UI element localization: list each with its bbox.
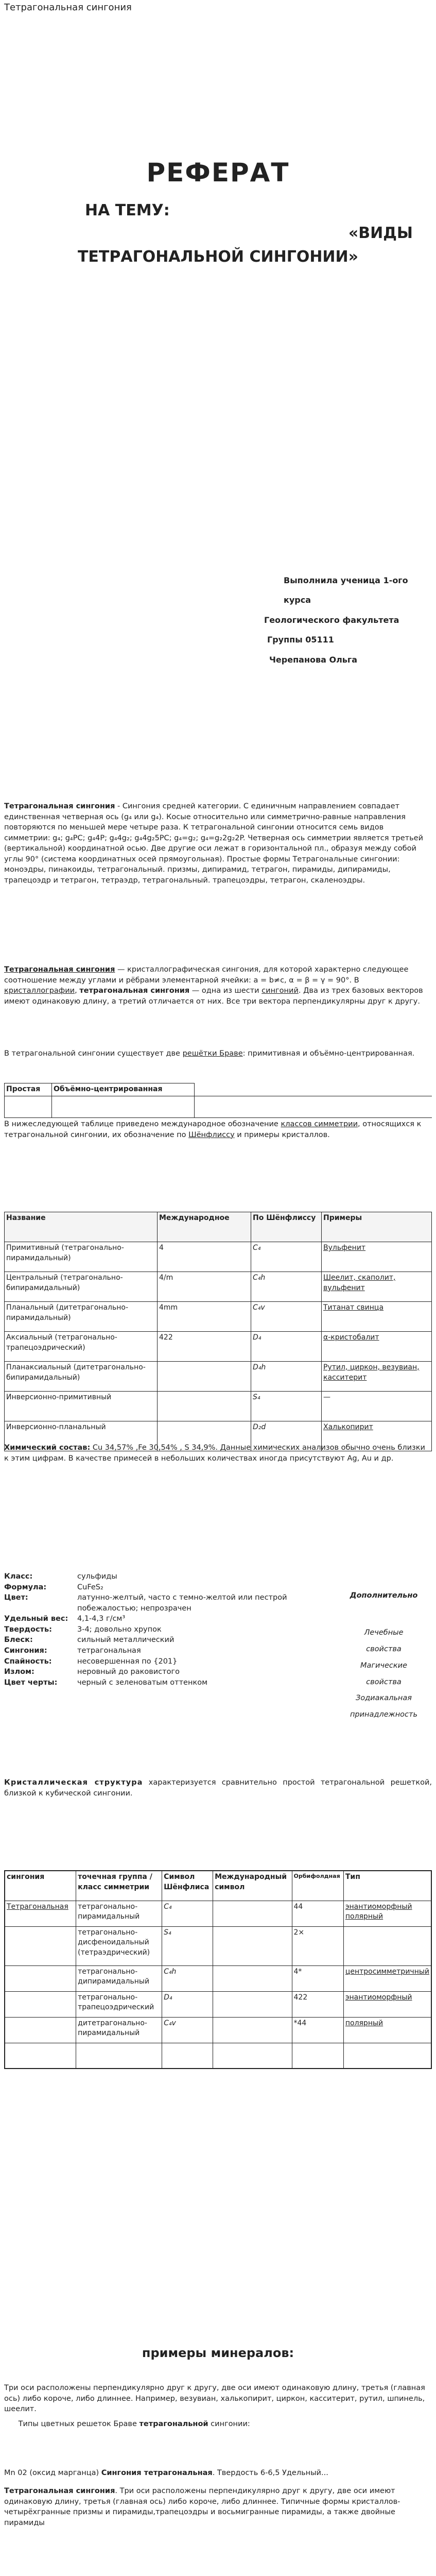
table-cell [213,1991,292,2017]
table-cell [5,1926,76,1965]
bravais-col-body: Объёмно-центрированная [52,1083,195,1096]
table-cell: тетрагонально-пирамидальный [76,1901,162,1926]
table-cell[interactable]: Тетрагональная [5,1901,76,1926]
table-cell[interactable]: энантиоморфный полярный [343,1901,431,1926]
groups-table [4,1870,432,2069]
examples-paragraph-3: Mn 02 (оксид марганца) Сингония тетрагональная. Твердость 6-6,5 Удельный... [4,2469,328,2477]
groups-header: точечная группа / класс симметрии [76,1871,162,1901]
property-value: сильный металлический [77,1636,175,1645]
chemistry-label: Химический состав: [4,1444,91,1452]
author-line-2: Геологического факультета [264,615,399,625]
structure-label: Кристаллическая структура [4,1778,143,1787]
table-cell [213,1901,292,1926]
examples-paragraph-4: Тетрагональная сингония. Три оси расположены перпендикулярно друг к другу, две оси имеют одинаковую длину, третья (главная ось) либо короче, либо длиннее. Типичные формы кристаллов-четырёхгранные призмы и пирамиды,трапецоэдры и восьмигранные пирамиды, а также двойные пирамиды [4,2487,400,2527]
table-row [5,1332,432,1362]
table-cell: Центральный (тетрагонально-бипирамидальный) [5,1272,158,1302]
table-cell: S₄ [251,1392,322,1421]
table-cell [5,1965,76,1991]
symmetry-classes-link[interactable]: классов симметрии [281,1120,358,1128]
additional-info-block [339,1588,429,1723]
definition-term: Тетрагональная сингония [4,965,115,974]
table-cell: Инверсионно-примитивный [5,1392,158,1421]
note-line: свойства [366,1677,402,1686]
table-cell: C₄v [162,2017,213,2043]
table-row [5,1926,431,1965]
table-cell: 4* [292,1965,343,1991]
examples-title: примеры минералов: [142,2346,294,2360]
property-row [4,1571,432,1582]
groups-header: Тип [343,1871,431,1901]
table-cell: Планальный (дитетрагонально-пирамидальный) [5,1302,158,1332]
cover-subtitle-1: НА ТЕМУ: [85,201,170,219]
examples-paragraph-1: Три оси расположены перпендикулярно друг к другу, две оси имеют одинаковую длину, третья (главная ось) либо короче, либо длиннее. Например, везувиан, халькопирит, циркон, касситерит, рутил, шпинель, шеелит. [4,2384,425,2414]
author-line-3: Группы 05111 [267,635,334,645]
property-label: Излом: [4,1668,34,1676]
table-row [5,1302,432,1332]
note-line: Лечебные [364,1628,404,1637]
table-cell [5,2017,76,2043]
author-line-1: Выполнила ученица 1-ого курса [284,575,408,605]
table-row [5,1392,432,1421]
bravais-link[interactable]: решётки Браве [182,1049,243,1058]
examples-paragraph-2: Типы цветных решеток Браве тетрагональной сингонии: [4,2420,250,2428]
bravais-paragraph: В тетрагональной сингонии существует две решётки Браве: примитивная и объёмно-центрированная. [4,1049,415,1058]
intro-term: Тетрагональная сингония [4,802,115,810]
definition-paragraph: Тетрагональная сингония — кристаллографическая сингония, для которой характерно следующее соотношение между углами и рёбрами элементарной ячейки: a = b≠c, α = β = γ = 90°. В кристаллографии, тетрагональная сингония — одна из шести сингоний. Два из трех базовых векторов имеют одинаковую длину, а третий отличается от них. Все три вектора перпендикулярны друг к другу. [4,965,423,1006]
table-cell [5,2043,76,2069]
table-cell [213,2043,292,2069]
groups-header: Международный символ [213,1871,292,1901]
table-cell [5,1991,76,2017]
table-row [5,1272,432,1302]
property-value: латунно-желтый, часто с темно-желтой или пестрой побежалостью; непрозрачен [77,1594,287,1613]
intro-paragraph [4,801,432,886]
table-cell [213,2017,292,2043]
table-cell [343,2043,431,2069]
table-row [5,1362,432,1392]
syngonies-link[interactable]: сингоний [261,987,299,995]
table-cell: дитетрагонально-пирамидальный [76,2017,162,2043]
intro-text: - Сингония средней категории. С единичным направлением совпадает единственная четверная ось (g₄ или g₄). Косые относительно или симметрично-равные направления повторяются по меньшей мере четыре раза. К тетрагональной сингонии относится семь видов симметрии: g₄; g₄PC; g₄4P; g₄4g₂; g₄4g₂5PC; g₄=g₂; g₄=g₂2g₂2P. Четверная ось симметрии является третьей (вертикальной) координатной осью. Две другие оси лежат в горизонтальной пл., образуя между собой углы 90° (система координатных осей прямоугольная). Простые формы Тетрагональные сингонии: моноэдры, пинакоиды, тетрагональный. призмы, дипирамид, тетрагон, пирамиды, дипирамиды, трапецоэдр и тетрагон, тетраэдр, тетрагональный. трапецоэдры, тетрагон, скаленоэдры. [4,802,424,885]
property-value: тетрагональная [77,1647,141,1655]
table-row [5,1242,432,1272]
schoenflies-link[interactable]: Шёнфлиссу [188,1130,235,1139]
note-line: Зодиакальная [355,1694,412,1703]
table-cell: Инверсионно-планальный [5,1421,158,1451]
groups-header: Орбифолдная [292,1871,343,1901]
property-label: Твердость: [4,1625,52,1634]
property-label: Цвет: [4,1594,28,1602]
table-cell: S₄ [162,1926,213,1965]
table-cell: 2× [292,1926,343,1965]
table-cell: C₄v [251,1302,322,1332]
table-cell [213,1926,292,1965]
table-cell [158,1362,251,1392]
table-cell: C₄h [251,1272,322,1302]
table-cell [158,1392,251,1421]
table-cell: 422 [158,1332,251,1362]
property-value: CuFeS₂ [77,1583,103,1591]
table-cell [213,1965,292,1991]
classes-header: По Шёнфлиссу [251,1212,322,1242]
note-line: свойства [366,1645,402,1653]
table-cell: — [322,1392,432,1421]
table-row [5,1991,431,2017]
table-row [5,2043,431,2069]
table-cell: Аксиальный (тетрагонально-трапецоэдрический) [5,1332,158,1362]
properties-block [4,1571,432,1719]
property-value: 4,1-4,3 г/см³ [77,1615,126,1623]
table-cell: тетрагонально-дипирамидальный [76,1965,162,1991]
groups-header: Символ Шёнфлиса [162,1871,213,1901]
crystallography-link[interactable]: кристаллографии [4,987,75,995]
property-value: несовершенная по {201} [77,1657,178,1666]
table-cell: D₄h [251,1362,322,1392]
table-cell: 4 [158,1242,251,1272]
table-cell[interactable]: Вульфенит [322,1242,432,1272]
table-cell[interactable]: Рутил, циркон, везувиан, касситерит [322,1362,432,1392]
property-label: Спайность: [4,1657,52,1666]
table-cell: C₄ [162,1901,213,1926]
table-cell[interactable]: Шеелит, скаполит, вульфенит [322,1272,432,1302]
table-cell: 4/m [158,1272,251,1302]
table-cell: тетрагонально-дисфеноидальный (тетраэдрический) [76,1926,162,1965]
table-cell [292,2043,343,2069]
property-value: сульфиды [77,1572,117,1581]
note-line: принадлежность [350,1710,418,1719]
property-label: Класс: [4,1572,33,1581]
table-cell[interactable]: центросимметричный [343,1965,431,1991]
table-cell: тетрагонально-трапецоэдрический [76,1991,162,2017]
table-cell[interactable]: Титанат свинца [322,1302,432,1332]
cover-title: РЕФЕРАТ [146,158,290,188]
table-cell [343,1926,431,1965]
classes-table [4,1212,432,1451]
cover-subtitle-2: «ВИДЫ [348,224,413,242]
table-cell: D₄ [162,1991,213,2017]
property-label: Блеск: [4,1636,33,1645]
property-label: Сингония: [4,1647,47,1655]
table-cell[interactable]: Халькопирит [322,1421,432,1451]
property-label: Цвет черты: [4,1678,58,1687]
cover-subtitle-3: ТЕТРАГОНАЛЬНОЙ СИНГОНИИ» [77,248,359,266]
page-title: Тетрагональная сингония [4,2,132,13]
bravais-col-simple: Простая [5,1083,52,1096]
table-cell: D₂d [251,1421,322,1451]
table-cell [76,2043,162,2069]
table-cell[interactable]: полярный [343,2017,431,2043]
table-cell: *44 [292,2017,343,2043]
bravais-table [4,1083,432,1118]
groups-header: сингония [5,1871,76,1901]
property-label: Формула: [4,1583,47,1591]
table-cell [162,2043,213,2069]
structure-paragraph: Кристаллическая структура характеризуется сравнительно простой тетрагональной решеткой, близкой к кубической сингонии. [4,1778,432,1798]
table-cell: 44 [292,1901,343,1926]
property-label: Удельный вес: [4,1615,68,1623]
table-row [5,1901,431,1926]
table-cell: D₄ [251,1332,322,1362]
table-cell: C₄ [251,1242,322,1272]
table-cell: 4mm [158,1302,251,1332]
table-cell: C₄h [162,1965,213,1991]
table-cell: Планаксиальный (дитетрагонально-бипирамидальный) [5,1362,158,1392]
author-line-4: Черепанова Ольга [269,654,358,665]
chemistry-paragraph: Химический состав: Cu 34,57% ,Fe 30,54% , S 34,9%. Данные химических анализов обычно очень близки к этим цифрам. В качестве примесей в небольших количествах иногда присутствуют Ag, Au и др. [4,1444,425,1463]
classes-header: Примеры [322,1212,432,1242]
property-value: неровный до раковистого [77,1668,180,1676]
table-cell: 422 [292,1991,343,2017]
classes-header: Международное [158,1212,251,1242]
property-value: 3-4; довольно хрупок [77,1625,162,1634]
property-value: черный с зеленоватым оттенком [77,1678,208,1687]
classes-header: Название [5,1212,158,1242]
table-row [5,2017,431,2043]
note-line: Магические [360,1661,407,1670]
author-block [227,571,433,670]
table-cell: Примитивный (тетрагонально-пирамидальный) [5,1242,158,1272]
table-cell[interactable]: α-кристобалит [322,1332,432,1362]
table-row [5,1965,431,1991]
table-cell[interactable]: энантиоморфный [343,1991,431,2017]
classes-intro-paragraph: В нижеследующей таблице приведено международное обозначение классов симметрии, относящихся к тетрагональной сингонии, их обозначение по Шёнфлиссу и примеры кристаллов. [4,1120,422,1139]
additional-title: Дополнительно [350,1591,418,1600]
